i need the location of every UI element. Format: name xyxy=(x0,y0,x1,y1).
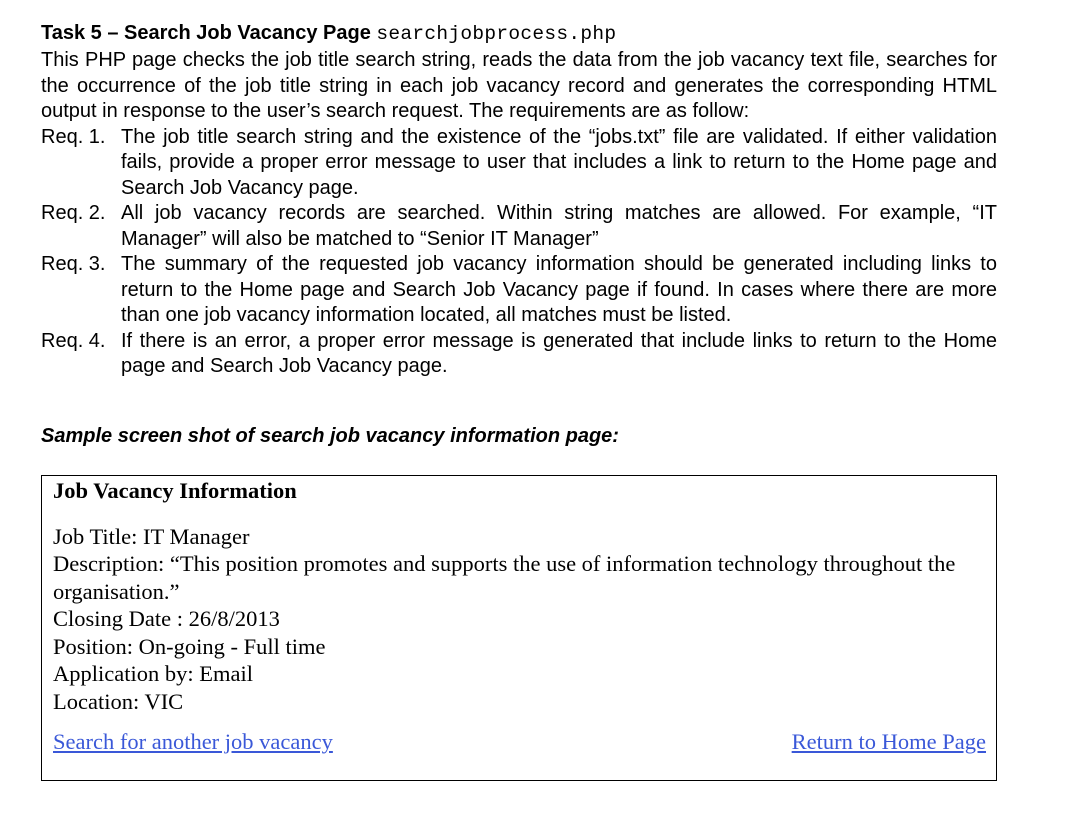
requirement-text: All job vacancy records are searched. Within string matches are allowed. For example, “IT Manager” will also be matched to “Senior IT Manager” xyxy=(121,202,997,250)
requirements-list xyxy=(41,125,997,380)
return-home-link[interactable]: Return to Home Page xyxy=(791,729,986,754)
requirement-item xyxy=(41,252,997,329)
task-intro: This PHP page checks the job title search string, reads the data from the job vacancy text file, searches for the occurrence of the job title string in each job vacancy record and generates the corresponding HTML output in response to the user’s search request. The requirements are as follow: xyxy=(41,49,997,122)
task-title: Task 5 – Search Job Vacancy Page xyxy=(41,22,371,44)
sample-caption: Sample screen shot of search job vacancy information page: xyxy=(41,425,619,447)
task-filename: searchjobprocess.php xyxy=(376,23,617,45)
search-again-link[interactable]: Search for another job vacancy xyxy=(53,729,333,754)
position-field: Position: On-going - Full time xyxy=(53,633,326,659)
description-field: Description: “This position promotes and supports the use of information technology throughout the organisation.” xyxy=(53,551,956,604)
page-title: Job Vacancy Information xyxy=(53,478,297,503)
job-vacancy-info xyxy=(53,477,986,715)
requirement-number: Req. 1. xyxy=(41,125,106,148)
requirement-item xyxy=(41,201,997,252)
navigation-links xyxy=(53,728,986,756)
requirement-text: If there is an error, a proper error message is generated that include links to return to the Home page and Search Job Vacancy page. xyxy=(121,329,997,377)
sample-screenshot-frame xyxy=(41,475,997,781)
requirement-number: Req. 3. xyxy=(41,253,106,275)
requirement-item xyxy=(41,125,997,202)
closing-date-field: Closing Date : 26/8/2013 xyxy=(53,606,280,631)
location-field: Location: VIC xyxy=(53,688,184,714)
requirement-number: Req. 2. xyxy=(41,202,106,224)
requirement-item xyxy=(41,329,997,380)
task-heading xyxy=(41,20,997,48)
job-title-field: Job Title: IT Manager xyxy=(53,523,250,549)
requirement-text: The summary of the requested job vacancy information should be generated including links to return to the Home page and Search Job Vacancy page if found. In cases where there are more than one job vacancy information located, all matches must be listed. xyxy=(121,253,997,326)
requirement-text: The job title search string and the existence of the “jobs.txt” file are validated. If either validation fails, provide a proper error message to user that includes a link to return to the Home page and Search Job Vacancy page. xyxy=(121,125,997,199)
assignment-document xyxy=(41,20,997,447)
requirement-number: Req. 4. xyxy=(41,329,106,352)
application-by-field: Application by: Email xyxy=(53,661,253,686)
